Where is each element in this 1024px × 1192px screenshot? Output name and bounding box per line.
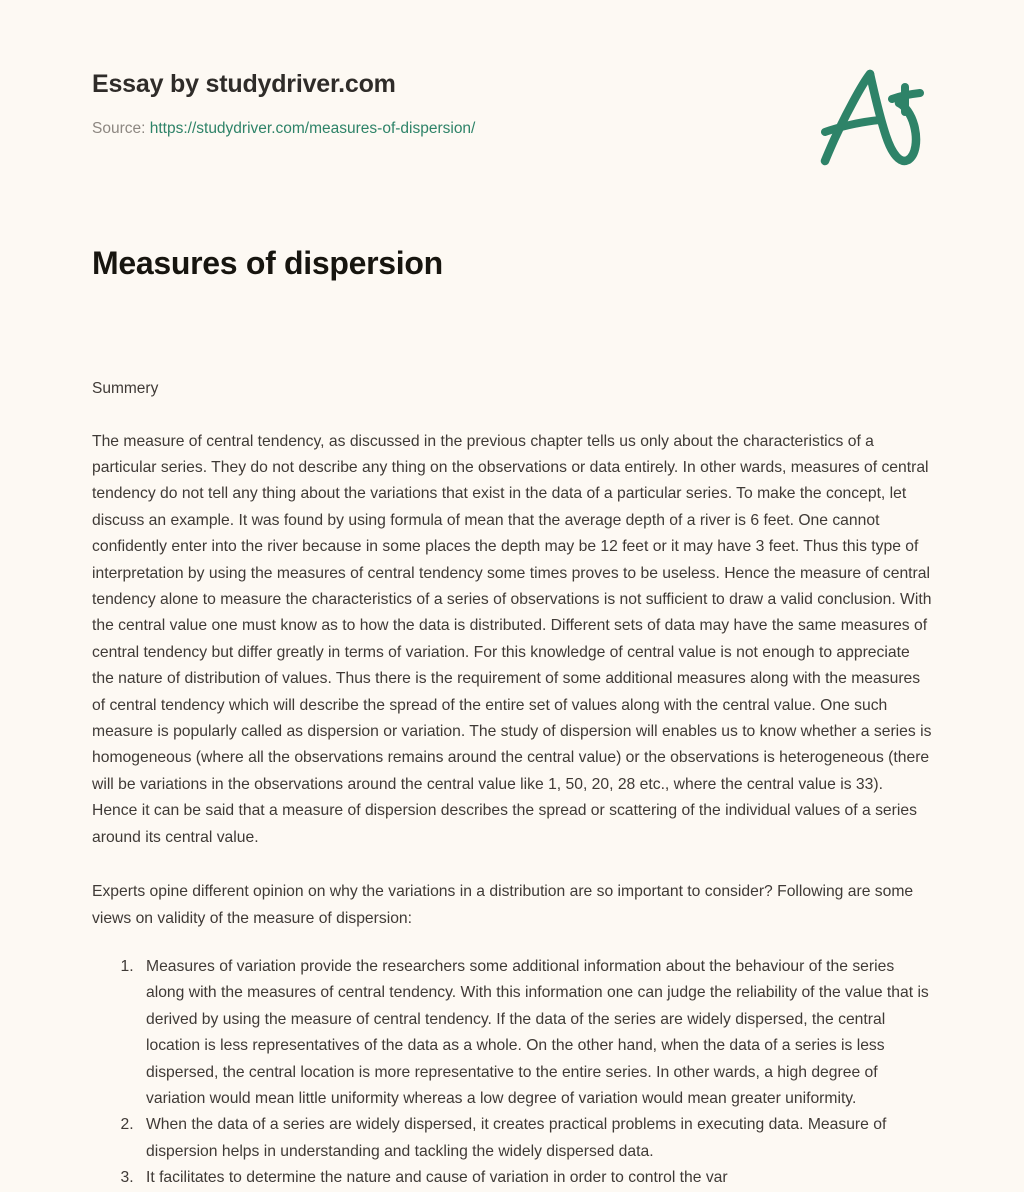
- essay-byline: Essay by studydriver.com: [92, 70, 396, 98]
- list-item: 3. It facilitates to determine the nature and cause of variation in order to control the var: [138, 1165, 932, 1191]
- a-plus-logo: [806, 62, 932, 172]
- a-plus-logo-icon: [806, 62, 932, 172]
- source-line: [92, 120, 475, 138]
- source-label: Source:: [92, 120, 150, 137]
- essay-document: [92, 243, 932, 1192]
- paragraph-experts: Experts opine different opinion on why the variations in a distribution are so important to consider? Following are some views on validity of the measure of dispersion:: [92, 883, 914, 927]
- list-item: 2. When the data of a series are widely dispersed, it creates practical problems in executing data. Measure of dispersion helps in understanding and tackling the widely dispersed data.: [138, 1112, 932, 1165]
- list-item: 1. Measures of variation provide the researchers some additional information about the behaviour of the series along with the measures of central tendency. With this information one can judge the reliability of the value that is derived by using the measure of central tendency. If the data of the series are widely dispersed, the central location is less representatives of the data as a whole. On the other hand, when the data of a series is less dispersed, the central location is more representative to the entire series. In other wards, a high degree of variation would mean little uniformity whereas a low degree of variation would mean greater uniformity.: [138, 954, 932, 1112]
- validity-points-list: [92, 954, 932, 1192]
- paragraph-intro: The measure of central tendency, as discussed in the previous chapter tells us only about the characteristics of a particular series. They do not describe any thing on the observations or data entirely. In other wards, measures of central tendency do not tell any thing about the variations that exist in the data of a particular series. To make the concept, let discuss an example. It was found by using formula of mean that the average depth of a river is 6 feet. One cannot confidently enter into the river because in some places the depth may be 12 feet or it may have 3 feet. Thus this type of interpretation by using the measures of central tendency some times proves to be useless. Hence the measure of central tendency alone to measure the characteristics of a series of observations is not sufficient to draw a valid conclusion. With the central value one must know as to how the data is distributed. Different sets of data may have the same measures of central tendency but differ greatly in terms of variation. For this knowledge of central value is not enough to appreciate the nature of distribution of values. Thus there is the requirement of some additional measures along with the measures of central tendency which will describe the spread of the entire set of values along with the central value. One such measure is popularly called as dispersion or variation. The study of dispersion will enables us to know whether a series is homogeneous (where all the observations remains around the central value) or the observations is heterogeneous (there will be variations in the observations around the central value like 1, 50, 20, 28 etc., where the central value is 33). Hence it can be said that a measure of dispersion describes the spread or scattering of the individual values of a series around its central value.: [92, 432, 932, 846]
- section-heading-summery: Summery: [92, 380, 159, 397]
- source-url-link[interactable]: https://studydriver.com/measures-of-dispersion/: [149, 120, 476, 137]
- page-header: [0, 0, 1024, 185]
- page-title: Measures of dispersion: [92, 245, 443, 281]
